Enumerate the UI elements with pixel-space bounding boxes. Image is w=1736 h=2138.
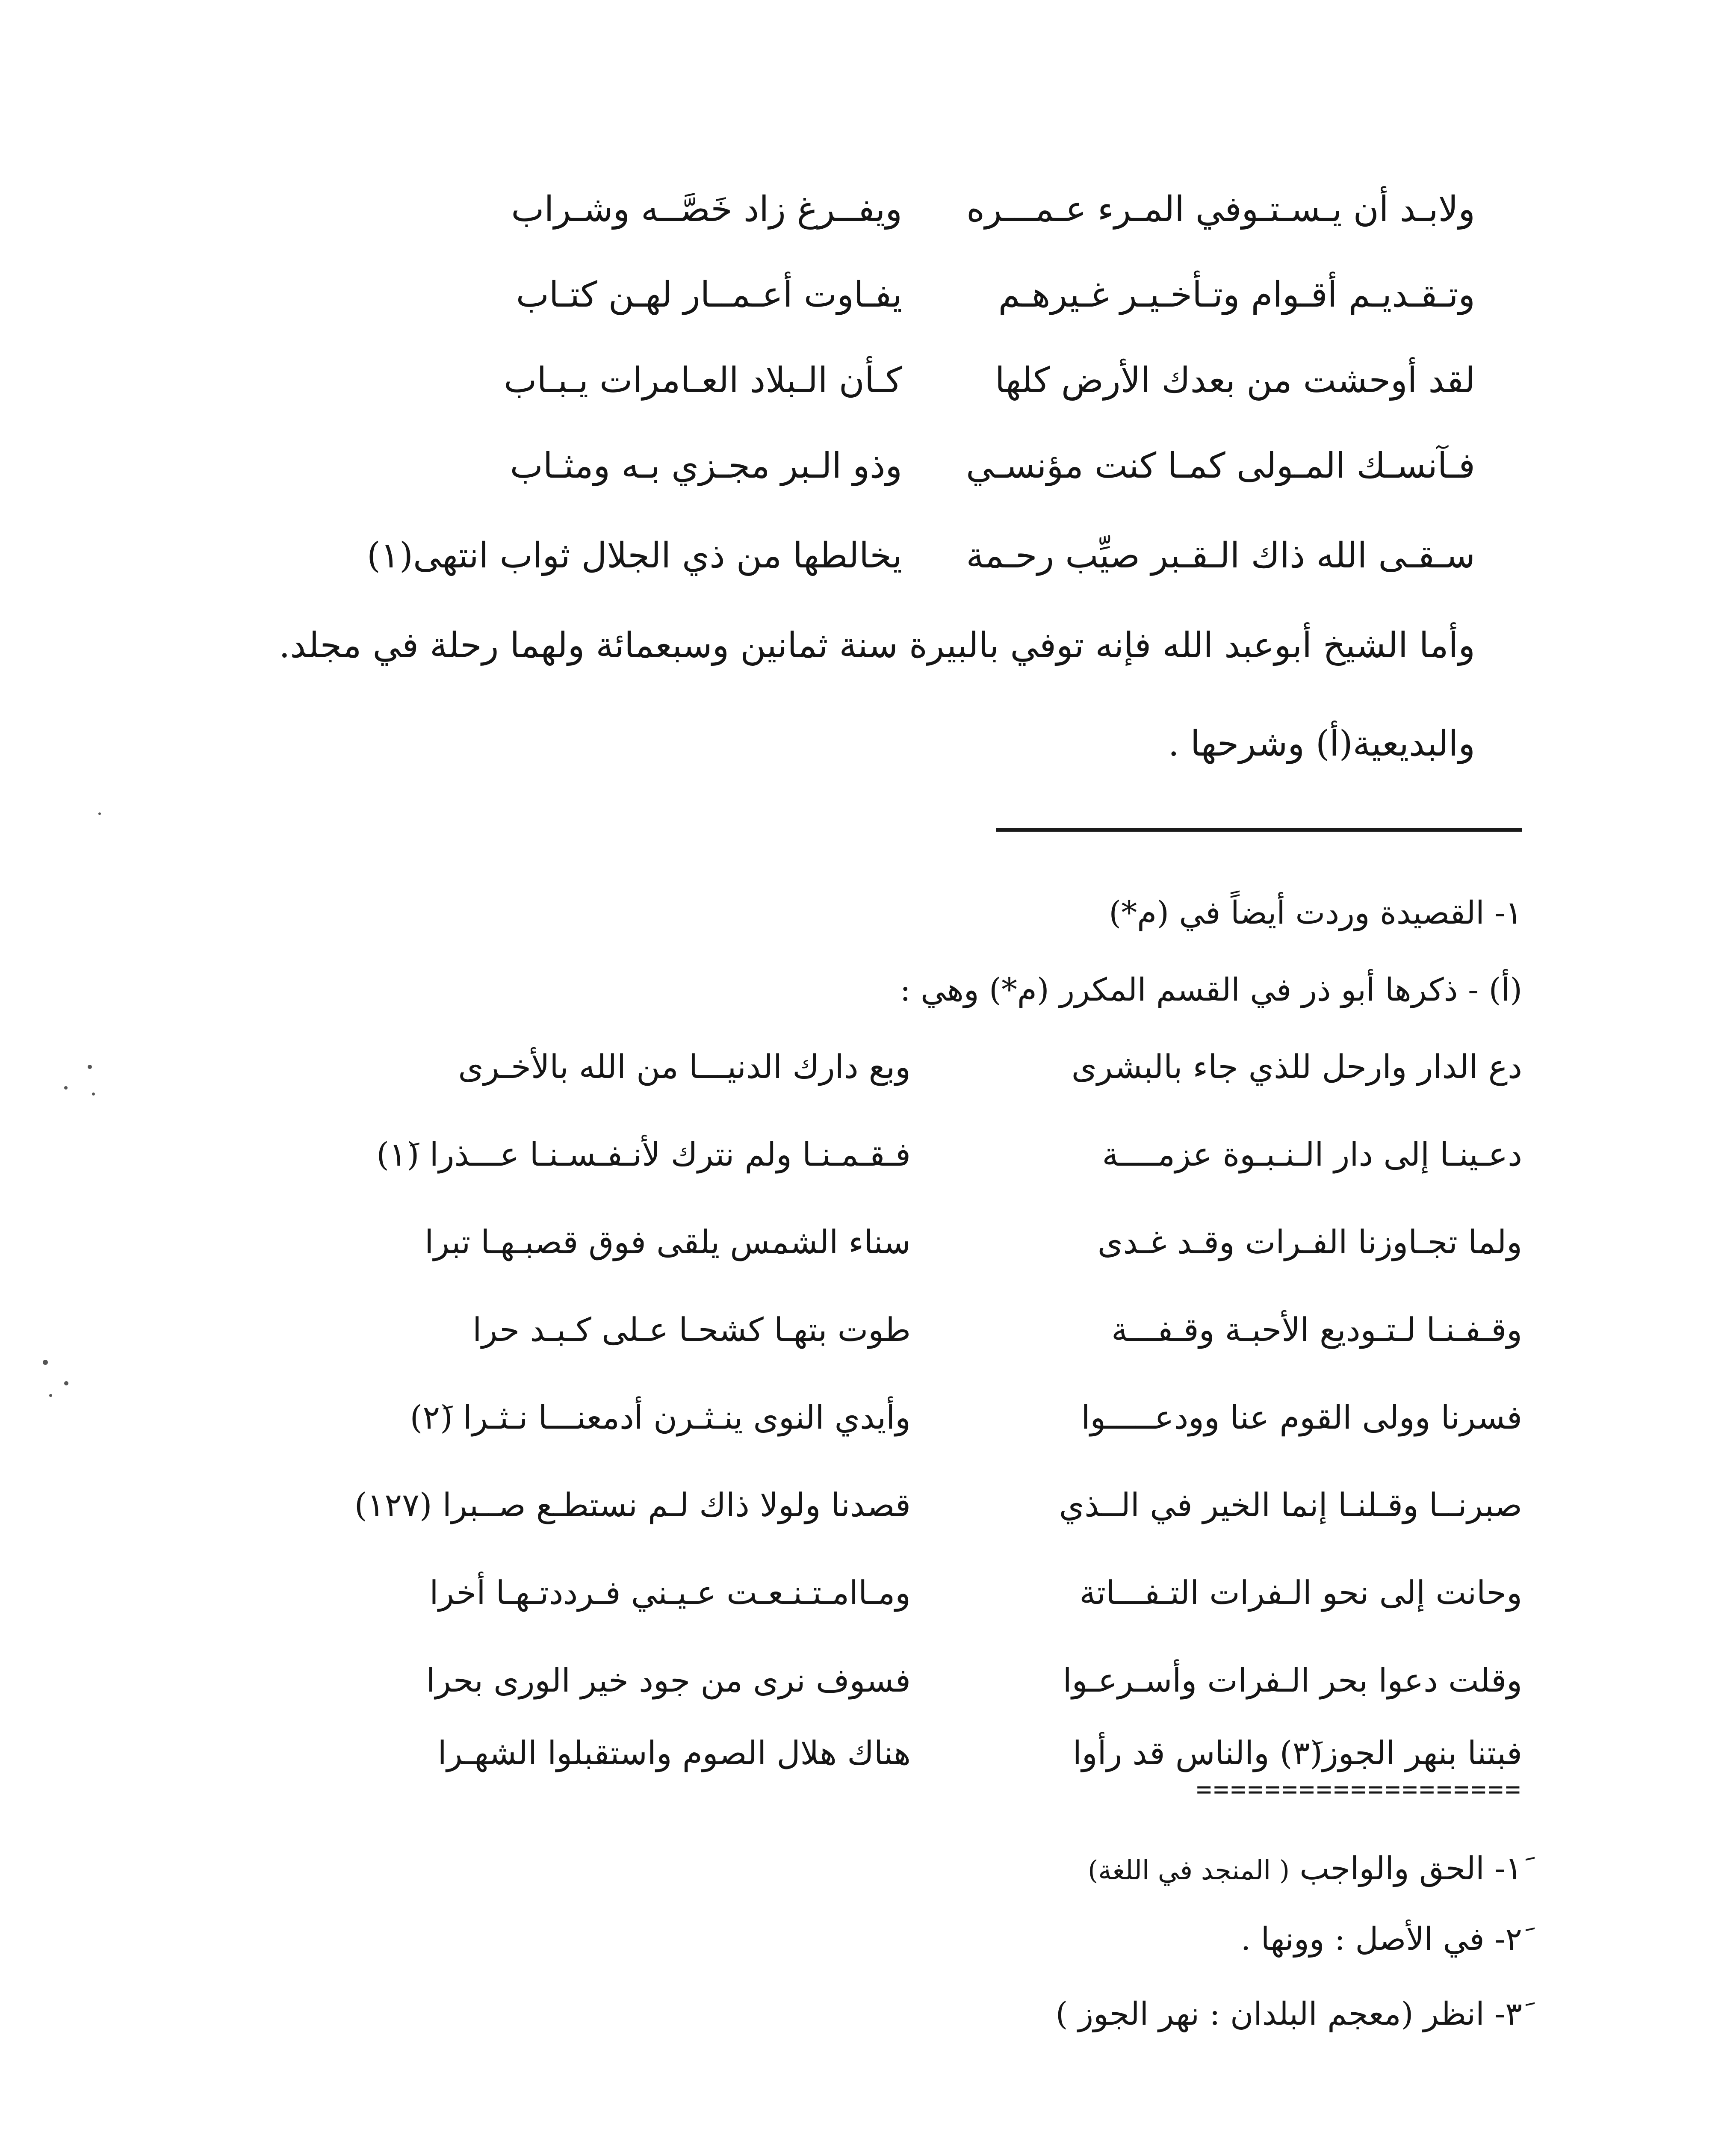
- note-number: ٢َ-: [1494, 1921, 1522, 1958]
- verse-line: [325, 1112, 1522, 1197]
- hemistich-first: وحانت إلى نحو الـفرات التـفـــاتة: [1079, 1574, 1522, 1612]
- separator-line: ===================: [1196, 1781, 1522, 1798]
- hemistich-first: فـآنسـك المـولى كمـا كنت مؤنسـي: [966, 446, 1475, 486]
- hemistich-second: كـأن الـبلاد العـامرات يـبـاب: [504, 360, 902, 401]
- hemistich-first: فسرنا وولى القوم عنا وودعـــــوا: [1081, 1398, 1522, 1436]
- footnote-a: (أ) - ذكرها أبو ذر في القسم المكرر (م*) وهي :: [900, 972, 1522, 1008]
- prose-line: والبديعية(أ) وشرحها .: [1168, 723, 1475, 764]
- scan-speck: [64, 1381, 68, 1385]
- hemistich-second: فـقـمـنـا ولم نترك لأنـفـسـنـا عـــذرا (١َ): [376, 1135, 911, 1173]
- verse-line: [363, 423, 1475, 509]
- hemistich-first: لقد أوحشت من بعدك الأرض كلها: [995, 360, 1475, 401]
- footnote-divider: [996, 828, 1522, 832]
- footnote-1: ١- القصيدة وردت أيضاً في (م*): [1109, 895, 1522, 931]
- verse-line: [325, 1199, 1522, 1285]
- note-2: [667, 1905, 1522, 1973]
- scan-speck: [64, 1086, 68, 1090]
- verse-line: [325, 1287, 1522, 1373]
- hemistich-first: فبتنا بنهر الجوز(٣َ) والناس قد رأوا: [1072, 1734, 1522, 1772]
- hemistich-first: ولما تجـاوزنا الفـرات وقـد غـدى: [1097, 1223, 1522, 1261]
- hemistich-second: سناء الشمس يلقى فوق قصبـهـا تبرا: [425, 1223, 911, 1261]
- scan-speck: [92, 1093, 95, 1096]
- prose-line: وأما الشيخ أبوعبد الله فإنه توفي بالبيرة سنة ثمانين وسبعمائة ولهما رحلة في مجلد.: [279, 625, 1475, 666]
- note-source: ( المنجد في اللغة): [1088, 1855, 1290, 1886]
- note-text: في الأصل : وونها .: [1240, 1921, 1485, 1958]
- hemistich-first: وتـقـديـم أقـوام وتـأخـيـر غـيرهـم: [998, 275, 1475, 315]
- hemistich-second: وذو الـبر مجـزي بـه ومثـاب: [510, 446, 902, 486]
- verse-line: [325, 1375, 1522, 1460]
- hemistich-second: يفـاوت أعـمــار لهـن كتـاب: [516, 275, 902, 315]
- verse-line: [325, 1550, 1522, 1636]
- note-text: انظر (معجم البلدان : نهر الجوز ): [1055, 1996, 1485, 2032]
- scan-speck: [49, 1394, 52, 1397]
- hemistich-first: دعـينـا إلى دار الـنـبـوة عزمــــة: [1102, 1135, 1522, 1173]
- hemistich-second: ومـاامـتـنـعـت عـيـني فـرددتـهـا أخرا: [429, 1574, 911, 1612]
- scan-speck: [98, 812, 101, 815]
- verse-line: [325, 1462, 1522, 1548]
- hemistich-second: ويفــرغ زاد خَصَّــه وشـراب: [511, 189, 902, 230]
- note-text: الحق والواجب: [1299, 1850, 1485, 1887]
- hemistich-second: طوت بتهـا كشحـا عـلى كـبـد حرا: [472, 1311, 911, 1349]
- verse-line: [363, 338, 1475, 423]
- hemistich-second: هناك هلال الصوم واستقبلوا الشهـرا: [437, 1734, 911, 1772]
- hemistich-first: وقـفـنـا لـتـوديع الأحبـة وقـفـــة: [1111, 1311, 1522, 1349]
- note-number: ١َ-: [1494, 1850, 1522, 1887]
- hemistich-second: وبع دارك الدنيـــا من الله بالأخـرى: [458, 1048, 911, 1086]
- hemistich-first: ولابـد أن يـسـتـوفي المـرء عـمـــره: [966, 189, 1475, 230]
- hemistich-second: وأيدي النوى ينـثـرن أدمعنـــا نـثـرا (٢َ): [410, 1398, 911, 1436]
- hemistich-first: دع الدار وارحل للذي جاء بالبشرى: [1071, 1048, 1522, 1086]
- hemistich-second: يخالطها من ذي الجلال ثواب انتهى(١): [366, 535, 902, 576]
- hemistich-first: صبرنــا وقـلنـا إنما الخير في الــذي: [1059, 1486, 1522, 1524]
- scan-speck: [43, 1360, 48, 1365]
- hemistich-second: قصدنا ولولا ذاك لـم نستطـع صــبرا (١٢٧): [354, 1486, 911, 1524]
- hemistich-second: فسوف نرى من جود خير الورى بحرا: [426, 1661, 911, 1699]
- verse-line: [363, 513, 1475, 599]
- note-3: [667, 1980, 1522, 2048]
- hemistich-first: سـقـى الله ذاك الـقـبر صيِّب رحـمة: [966, 535, 1475, 576]
- note-1: [667, 1834, 1522, 1905]
- verse-line: [363, 167, 1475, 252]
- verse-line: [325, 1024, 1522, 1110]
- note-number: ٣َ-: [1494, 1996, 1522, 2032]
- verse-line: [363, 252, 1475, 338]
- hemistich-first: وقلت دعوا بحر الـفرات وأسـرعـوا: [1063, 1661, 1522, 1699]
- scan-speck: [88, 1065, 92, 1069]
